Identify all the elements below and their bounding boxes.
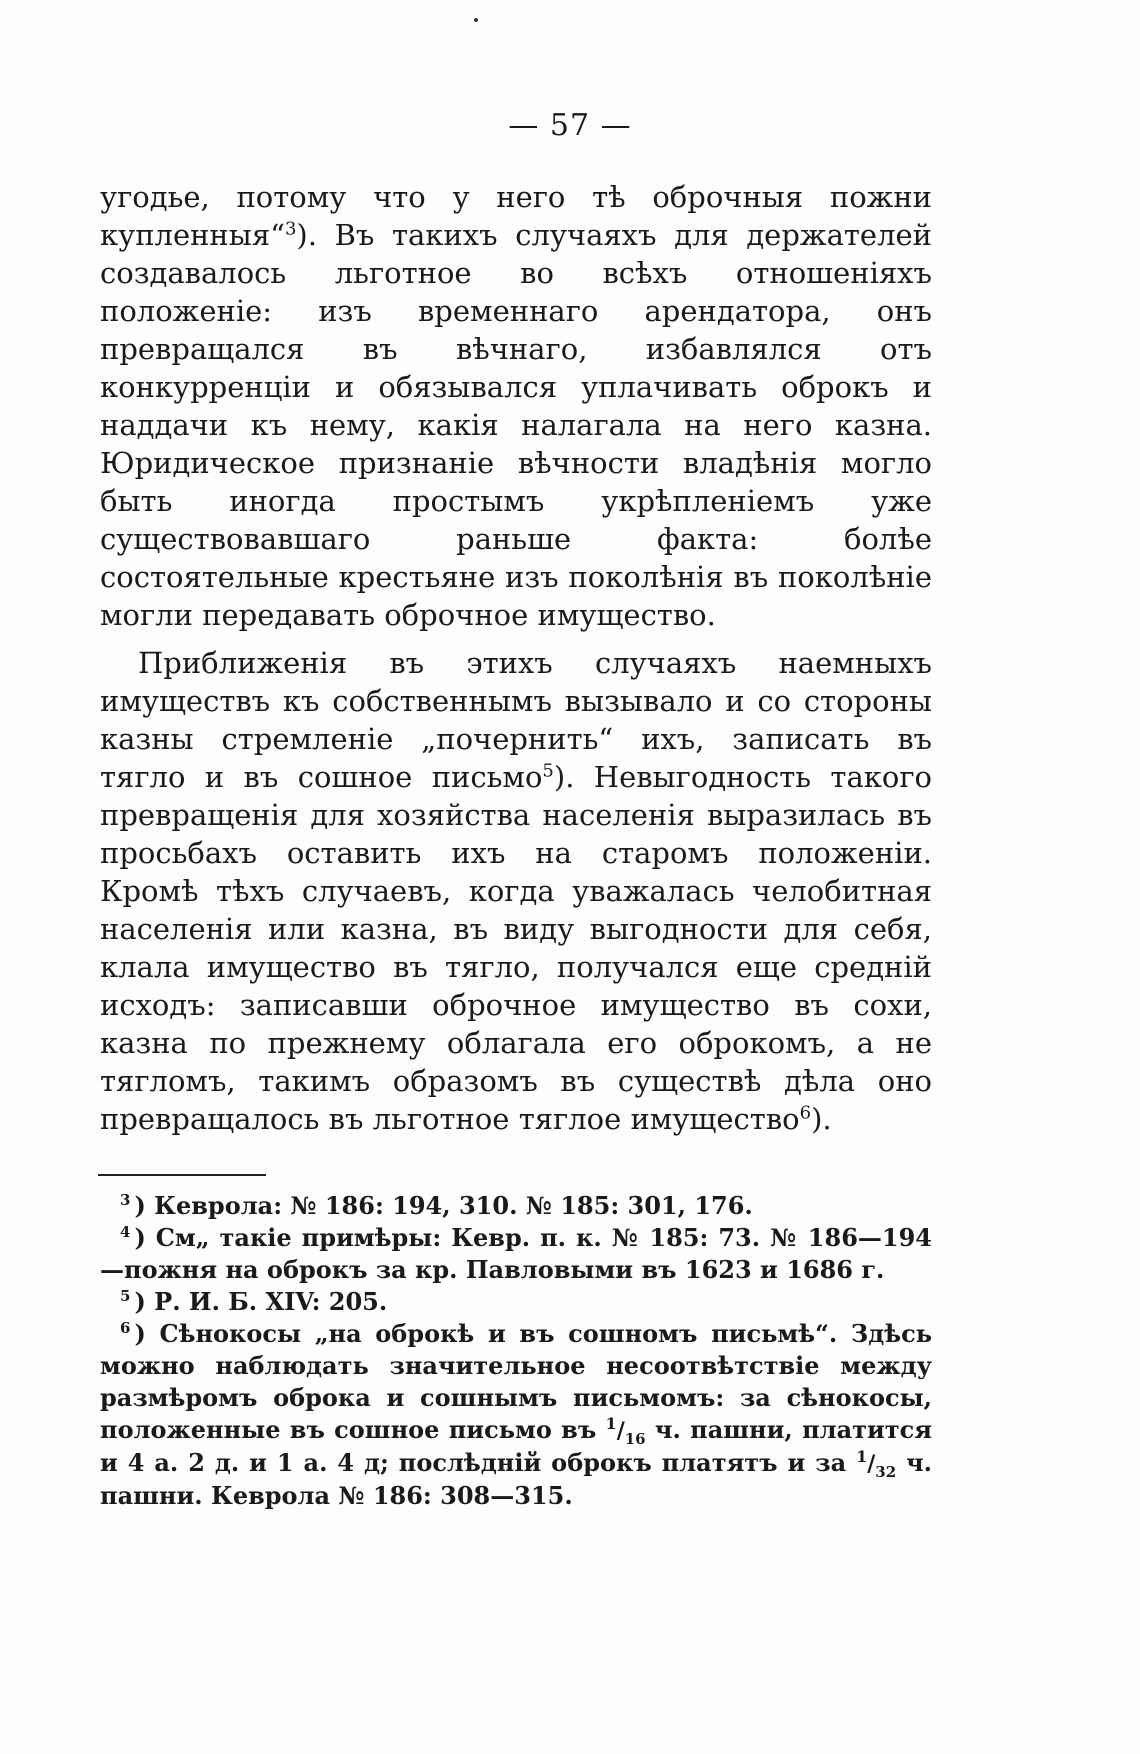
footnote-text: ) См„ такіе примѣры: Кевр. п. к. № 185: 73. № 186—194—пожня на оброкъ за кр. Павловыми въ 1623 и 1686 г. [100,1223,932,1284]
footnote-ref-5: 5 [542,760,554,782]
footnote-text-b: ч. пашни, платится и 4 а. 2 д. и 1 а. 4 д; послѣдній оброкъ платятъ и за [100,1415,933,1477]
footnote-text: ) Кеврола: № 186: 194, 310. № 185: 301, 176. [134,1191,753,1220]
fraction-numerator: 1 [856,1447,868,1466]
fraction-slash: / [867,1451,876,1477]
fraction-denominator: 32 [875,1462,897,1481]
footnote-number: 5 [120,1287,131,1305]
footnote-number: 3 [120,1191,131,1209]
footnote-5 [100,1286,932,1318]
paragraph-2-text-b: ). Невыгодность такого превращенія для хозяйства населенія выразилась въ просьбахъ оставить ихъ на старомъ положеніи. Кромѣ тѣхъ случаевъ, когда уважалась челобитная населенія или казна, въ виду выгодности для себя, клала имущество въ тягло, получался еще средній исходъ: записавши оброчное имущество въ сохи, казна по прежнему облагала его оброкомъ, а не тягломъ, такимъ образомъ въ существѣ дѣла оно превращалось въ льготное тяглое имущество [100,760,932,1136]
paragraph-2-text-a: Приближенія въ этихъ случаяхъ наемныхъ имуществъ къ собственнымъ вызывало и со стороны казны стремленіе „почернить“ ихъ, записать въ тягло и въ сошное письмо [100,646,932,794]
footnote-number: 4 [120,1223,131,1241]
footnotes [100,1190,932,1512]
main-text [100,178,932,1138]
footnote-ref-6: 6 [799,1102,812,1124]
paragraph-2 [100,644,932,1138]
page-number: — 57 — [508,108,632,143]
footnote-ref-3: 3 [284,218,297,240]
fraction-one-sixteenth [606,1414,646,1447]
footnote-3 [100,1190,932,1222]
footnote-text-a: ) Сѣнокосы „на оброкѣ и въ сошномъ письмѣ“. Здѣсь можно наблюдать значительное несоотвѣтствіе между размѣромъ оброка и сошнымъ письмомъ: за сѣнокосы, положенные въ сошное письмо въ [100,1319,932,1444]
fraction-slash: / [616,1418,625,1444]
footnote-6 [100,1318,932,1512]
footnote-text-c: ч. пашни. Кеврола № 186: 308—315. [100,1448,932,1510]
footnote-number: 6 [120,1319,131,1337]
fraction-denominator: 16 [624,1429,646,1448]
paragraph-1-text-a: угодье, потому что у него тѣ оброчныя пожни купленныя“ [100,180,932,252]
footnote-4 [100,1222,932,1286]
paragraph-2-text-c: ). [811,1102,832,1136]
print-speck [474,18,478,22]
footnote-text: ) Р. И. Б. XIV: 205. [134,1287,388,1316]
paragraph-1 [100,178,932,634]
fraction-numerator: 1 [605,1414,617,1433]
paragraph-1-text-b: ). Въ такихъ случаяхъ для держателей создавалось льготное во всѣхъ отношеніяхъ положеніе: изъ временнаго арендатора, онъ превращался въ вѣчнаго, избавлялся отъ конкурренціи и обязывался уплачивать оброкъ и наддачи къ нему, какія налагала на него казна. Юридическое признаніе вѣчности владѣнія могло быть иногда простымъ укрѣпленіемъ уже существовавшаго раньше факта: болѣе состоятельные крестьяне изъ поколѣнія въ поколѣніе могли передавать оброчное имущество. [100,218,932,632]
fraction-one-thirty-second [856,1447,896,1480]
footnote-divider [98,1174,266,1176]
